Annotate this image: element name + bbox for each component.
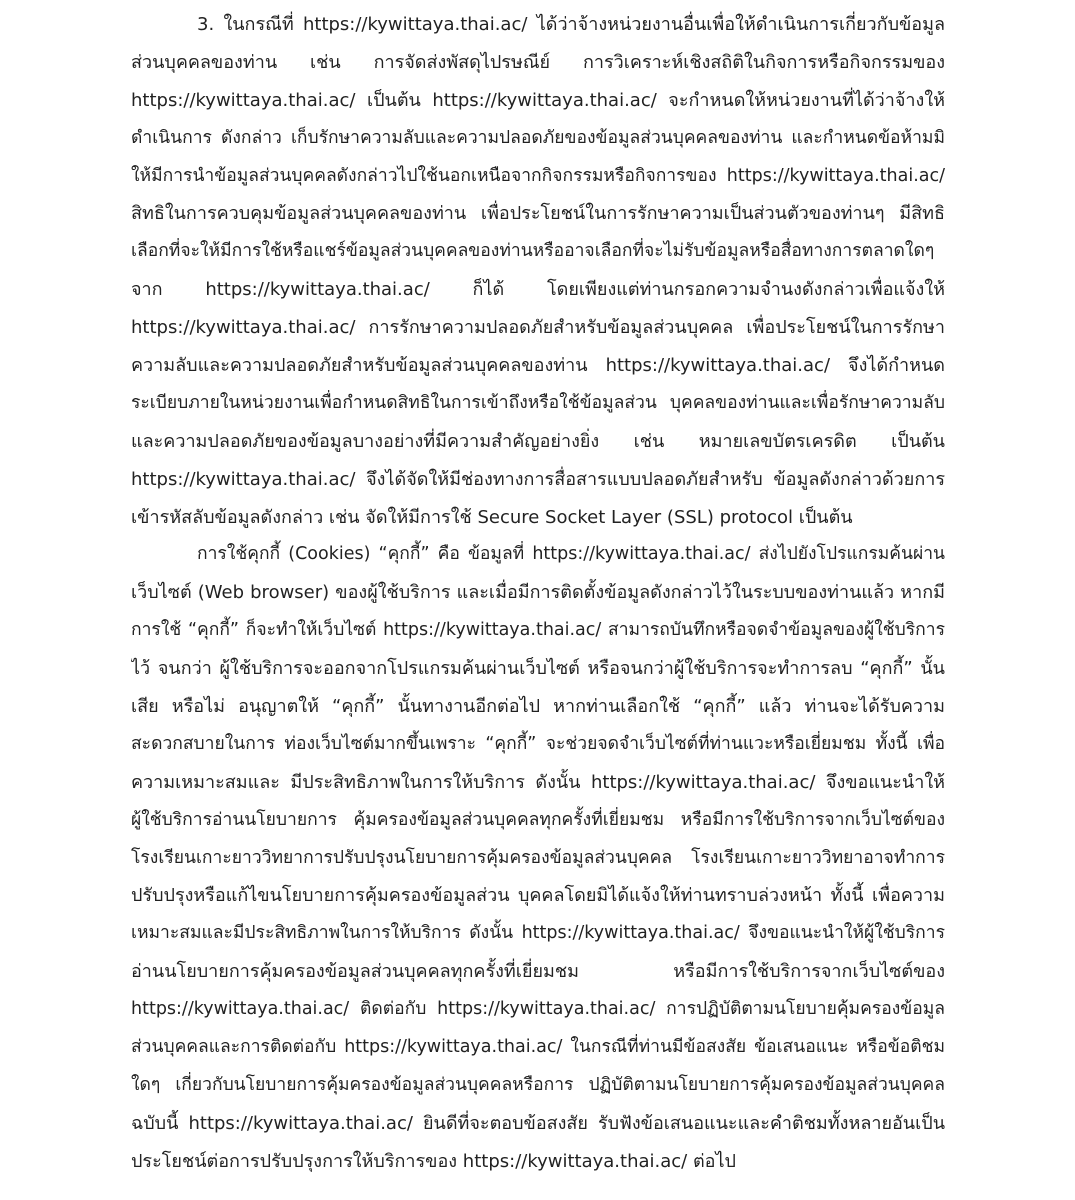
paragraph-line: เหมาะสมและมีประสิทธิภาพในการให้บริการ ดังนั้น https://kywittaya.thai.ac/ จึงขอแนะนำให้ผู้ใช้บริการ xyxy=(131,923,945,944)
paragraph-line: ส่วนบุคคลของท่าน เช่น การจัดส่งพัสดุไปรษณีย์ การวิเคราะห์เชิงสถิติในกิจการหรือกิจกรรมของ xyxy=(131,51,945,73)
paragraph-line: ความลับและความปลอดภัยสำหรับข้อมูลส่วนบุคคลของท่าน https://kywittaya.thai.ac/ จึงได้กำหนด xyxy=(131,355,945,377)
paragraph-line: ปรับปรุงหรือแก้ไขนโยบายการคุ้มครองข้อมูลส่วน บุคคลโดยมิได้แจ้งให้ท่านทราบล่วงหน้า ทั้งนี้ เพื่อความ xyxy=(131,885,945,907)
paragraph-line: จาก https://kywittaya.thai.ac/ ก็ได้ โดยเพียงแต่ท่านกรอกความจำนงดังกล่าวเพื่อแจ้งให้ xyxy=(131,279,945,301)
paragraph-line: ประโยชน์ต่อการปรับปรุงการให้บริการของ https://kywittaya.thai.ac/ ต่อไป xyxy=(131,1150,736,1172)
paragraph-line: https://kywittaya.thai.ac/ เป็นต้น https://kywittaya.thai.ac/ จะกำหนดให้หน่วยงานที่ได้ว่าจ้างให้ xyxy=(131,89,945,111)
paragraph-line: ส่วนบุคคลและการติดต่อกับ https://kywittaya.thai.ac/ ในกรณีที่ท่านมีข้อสงสัย ข้อเสนอแนะ หรือข้อติชม xyxy=(131,1037,945,1058)
paragraph-line: ไว้ จนกว่า ผู้ใช้บริการจะออกจากโปรแกรมค้นผ่านเว็บไซต์ หรือจนกว่าผู้ใช้บริการจะทำการลบ “คุกกี้” นั้น xyxy=(131,658,945,680)
paragraph-line: เลือกที่จะให้มีการใช้หรือแชร์ข้อมูลส่วนบุคคลของท่านหรืออาจเลือกที่จะไม่รับข้อมูลหรือสื่อทางการตลาดใดๆ xyxy=(131,241,935,262)
paragraph-line: เว็บไซต์ (Web browser) ของผู้ใช้บริการ และเมื่อมีการติดตั้งข้อมูลดังกล่าวไว้ในระบบของท่านแล้ว หากมี xyxy=(131,582,945,604)
paragraph-line: ผู้ใช้บริการอ่านนโยบายการ คุ้มครองข้อมูลส่วนบุคคลทุกครั้งที่เยี่ยมชม หรือมีการใช้บริการจากเว็บไซต์ของ xyxy=(131,809,945,830)
paragraph-line: 3. ในกรณีที่ https://kywittaya.thai.ac/ ได้ว่าจ้างหน่วยงานอื่นเพื่อให้ดำเนินการเกี่ยวกับข้อมูล xyxy=(197,14,945,35)
paragraph-line: https://kywittaya.thai.ac/ ติดต่อกับ https://kywittaya.thai.ac/ การปฏิบัติตามนโยบายคุ้มครองข้อมูล xyxy=(131,999,945,1020)
paragraph-line: โรงเรียนเกาะยาววิทยาการปรับปรุงนโยบายการคุ้มครองข้อมูลส่วนบุคคล โรงเรียนเกาะยาววิทยาอาจทำการ xyxy=(131,847,945,868)
paragraph-line: ความเหมาะสมและ มีประสิทธิภาพในการให้บริการ ดังนั้น https://kywittaya.thai.ac/ จึงขอแนะนำให้ xyxy=(131,771,945,793)
paragraph-line: และความปลอดภัยของข้อมูลบางอย่างที่มีความสำคัญอย่างยิ่ง เช่น หมายเลขบัตรเครดิต เป็นต้น xyxy=(131,430,945,452)
paragraph-line: เสีย หรือไม่ อนุญาตให้ “คุกกี้” นั้นทางานอีกต่อไป หากท่านเลือกใช้ “คุกกี้” แล้ว ท่านจะได้รับความ xyxy=(131,696,945,718)
paragraph-line: เข้ารหัสลับข้อมูลดังกล่าว เช่น จัดให้มีการใช้ Secure Socket Layer (SSL) protocol เป็นต้น xyxy=(131,506,853,528)
paragraph-line: ฉบับนี้ https://kywittaya.thai.ac/ ยินดีที่จะตอบข้อสงสัย รับฟังข้อเสนอแนะและคำติชมทั้งหลายอันเป็น xyxy=(131,1112,945,1134)
privacy-policy-text xyxy=(131,6,945,1181)
paragraph-line: การใช้คุกกี้ (Cookies) “คุกกี้” คือ ข้อมูลที่ https://kywittaya.thai.ac/ ส่งไปยังโปรแกรมค้นผ่าน xyxy=(197,544,945,565)
paragraph-line: สิทธิในการควบคุมข้อมูลส่วนบุคคลของท่าน เพื่อประโยชน์ในการรักษาความเป็นส่วนตัวของท่านๆ มีสิทธิ xyxy=(131,203,945,225)
paragraph-line: https://kywittaya.thai.ac/ การรักษาความปลอดภัยสำหรับข้อมูลส่วนบุคคล เพื่อประโยชน์ในการรักษา xyxy=(131,317,945,339)
paragraph-line: https://kywittaya.thai.ac/ จึงได้จัดให้มีช่องทางการสื่อสารแบบปลอดภัยสำหรับ ข้อมูลดังกล่าวด้วยการ xyxy=(131,468,945,490)
paragraph-line: อ่านนโยบายการคุ้มครองข้อมูลส่วนบุคคลทุกครั้งที่เยี่ยมชม หรือมีการใช้บริการจากเว็บไซต์ของ xyxy=(131,961,945,983)
paragraph-line: ให้มีการนำข้อมูลส่วนบุคคลดังกล่าวไปใช้นอกเหนือจากกิจกรรมหรือกิจการของ https://kywittaya.thai.ac/ xyxy=(131,165,945,186)
paragraph-line: ระเบียบภายในหน่วยงานเพื่อกำหนดสิทธิในการเข้าถึงหรือใช้ข้อมูลส่วน บุคคลของท่านและเพื่อรักษาความลับ xyxy=(131,392,945,413)
paragraph-line: การใช้ “คุกกี้” ก็จะทำให้เว็บไซต์ https://kywittaya.thai.ac/ สามารถบันทึกหรือจดจำข้อมูลของผู้ใช้บริการ xyxy=(131,620,945,641)
paragraph-line: ใดๆ เกี่ยวกับนโยบายการคุ้มครองข้อมูลส่วนบุคคลหรือการ ปฏิบัติตามนโยบายการคุ้มครองข้อมูลส่วนบุคคล xyxy=(131,1074,945,1095)
paragraph-line: สะดวกสบายในการ ท่องเว็บไซต์มากขึ้นเพราะ “คุกกี้” จะช่วยจดจำเว็บไซต์ที่ท่านแวะหรือเยี่ยมชม ทั้งนี้ เพื่อ xyxy=(131,733,945,754)
paragraph-line: ดำเนินการ ดังกล่าว เก็บรักษาความลับและความปลอดภัยของข้อมูลส่วนบุคคลของท่าน และกำหนดข้อห้ามมิ xyxy=(131,127,945,148)
